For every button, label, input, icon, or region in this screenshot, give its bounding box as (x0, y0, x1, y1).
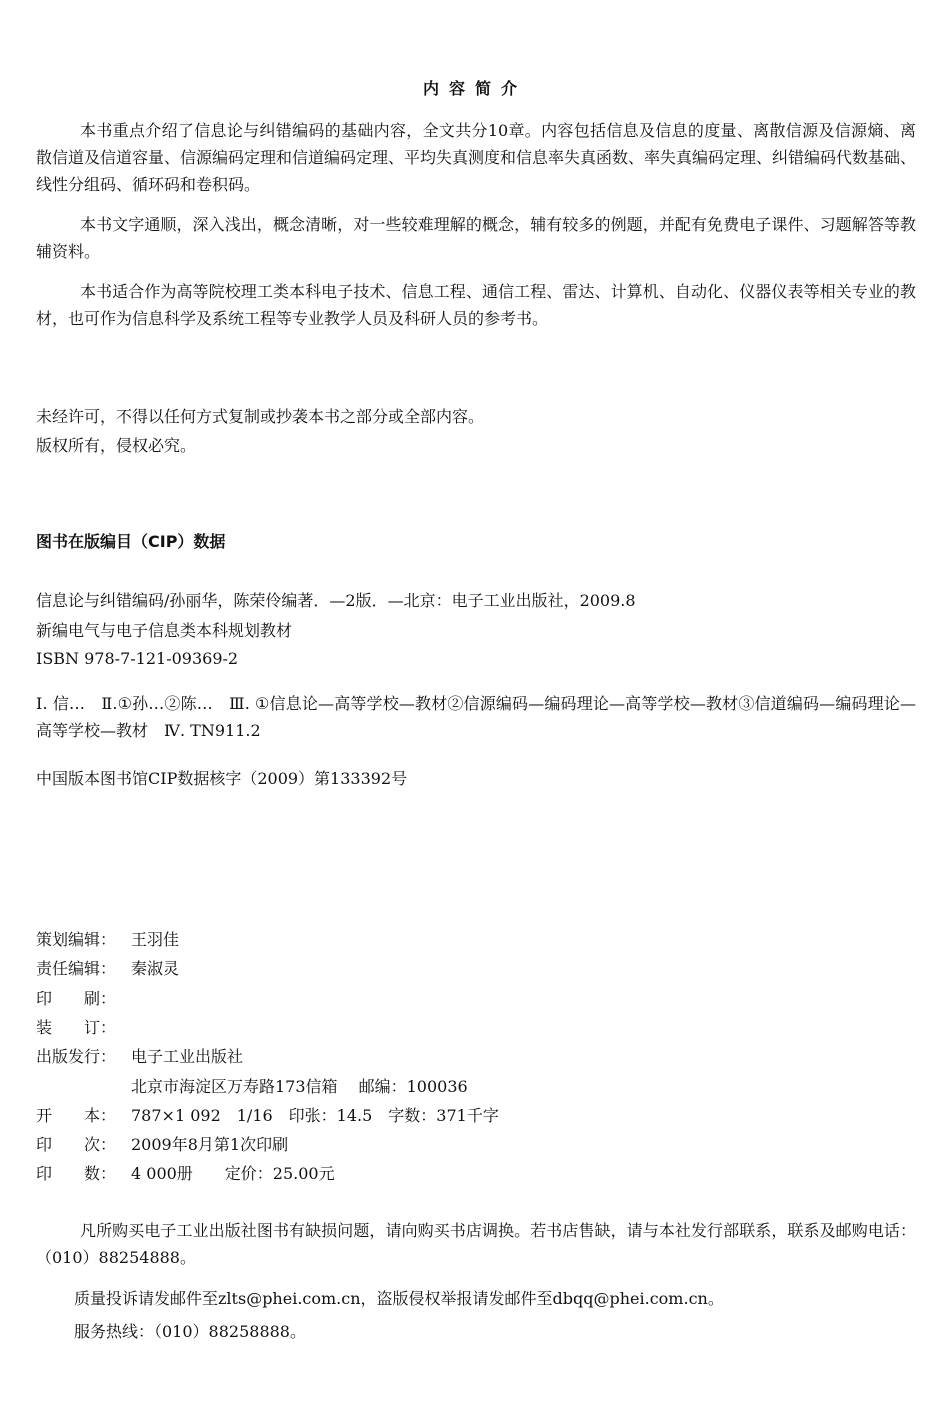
format-row (36, 1103, 499, 1126)
edition-label: 印 次： (36, 1135, 117, 1154)
publisher-value: 电子工业出版社 (131, 1047, 244, 1066)
cip-heading: 图书在版编目（CIP）数据 (36, 532, 226, 551)
cip-number: 中国版本图书馆CIP数据核字（2009）第133392号 (36, 769, 408, 788)
responsible-editor-value: 秦淑灵 (131, 959, 180, 978)
responsible-editor-label: 责任编辑： (36, 959, 117, 978)
cip-isbn: ISBN 978-7-121-09369-2 (36, 649, 239, 668)
intro-paragraph-1: 本书重点介绍了信息论与纠错编码的基础内容，全文共分10章。内容包括信息及信息的度量、离散信源及信源熵、离散信道及信道容量、信源编码定理和信道编码定理、平均失真测度和信息率失真函数、率失真编码定理、纠错编码代数基础、线性分组码、循环码和卷积码。 (36, 121, 917, 194)
planning-editor-value: 王羽佳 (131, 930, 180, 949)
edition-row (36, 1132, 288, 1155)
complaint-email-notice: 质量投诉请发邮件至zlts@phei.com.cn，盗版侵权举报请发邮件至dbqq@phei.com.cn。 (74, 1289, 724, 1308)
printing-row (36, 986, 131, 1009)
intro-paragraph-2: 本书文字通顺，深入浅出，概念清晰，对一些较难理解的概念，辅有较多的例题，并配有免费电子课件、习题解答等教辅资料。 (36, 215, 916, 261)
edition-value: 2009年8月第1次印刷 (131, 1135, 289, 1154)
cip-series: 新编电气与电子信息类本科规划教材 (36, 621, 293, 640)
purchase-notice: 凡所购买电子工业出版社图书有缺损问题，请向购买书店调换。若书店售缺，请与本社发行部联系，联系及邮购电话：（010）88254888。 (36, 1221, 916, 1267)
printing-label: 印 刷： (36, 989, 117, 1008)
publisher-address: 北京市海淀区万寿路173信箱 邮编：100036 (131, 1077, 468, 1096)
planning-editor-row (36, 927, 179, 950)
publisher-label: 出版发行： (36, 1047, 117, 1066)
cip-classification: Ⅰ. 信… Ⅱ.①孙…②陈… Ⅲ. ①信息论—高等学校—教材②信源编码—编码理论—高等学校—教材③信道编码—编码理论—高等学校—教材 Ⅳ. TN911.2 (36, 694, 916, 740)
cip-record-line: 信息论与纠错编码/孙丽华，陈荣伶编著．—2版．—北京：电子工业出版社，2009.8 (36, 591, 636, 610)
print-run-label: 印 数： (36, 1164, 117, 1183)
intro-paragraph-3: 本书适合作为高等院校理工类本科电子技术、信息工程、通信工程、雷达、计算机、自动化、仪器仪表等相关专业的教材，也可作为信息科学及系统工程等专业教学人员及科研人员的参考书。 (36, 282, 916, 328)
intro-title: 内容简介 (422, 79, 527, 98)
print-run-value: 4 000册 定价：25.00元 (131, 1164, 335, 1183)
format-value: 787×1 092 1/16 印张：14.5 字数：371千字 (131, 1106, 499, 1125)
format-label: 开 本： (36, 1106, 117, 1125)
binding-row (36, 1015, 131, 1038)
responsible-editor-row (36, 956, 179, 979)
copyright-notice: 未经许可，不得以任何方式复制或抄袭本书之部分或全部内容。 (36, 407, 485, 426)
print-run-row (36, 1161, 335, 1184)
rights-reserved: 版权所有，侵权必究。 (36, 436, 197, 455)
binding-label: 装 订： (36, 1018, 117, 1037)
planning-editor-label: 策划编辑： (36, 930, 117, 949)
publisher-row (36, 1044, 243, 1067)
service-hotline: 服务热线：（010）88258888。 (74, 1322, 306, 1341)
